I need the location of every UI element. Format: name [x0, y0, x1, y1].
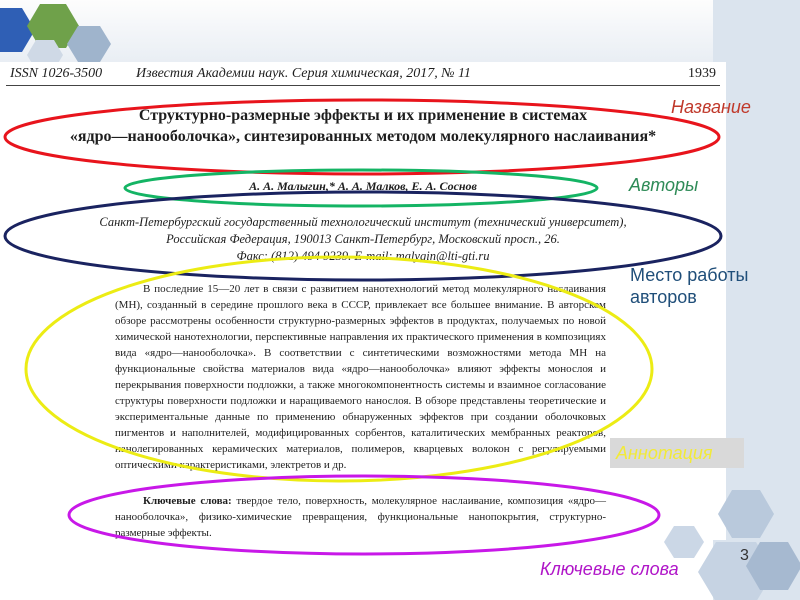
article-affiliation	[30, 214, 696, 265]
header-rule	[6, 85, 720, 86]
article-title	[10, 105, 716, 147]
keywords-label: Ключевые слова:	[143, 495, 232, 507]
label-affiliation: Место работы авторов	[630, 265, 749, 307]
title-line: «ядро—нанооболочка», синтезированных методом молекулярного наслаивания*	[69, 128, 657, 145]
hexagon-decor-bottom-right	[660, 480, 800, 600]
label-abstract: Аннотация	[610, 438, 744, 468]
article-page	[0, 62, 726, 540]
keywords-text: твердое тело, поверхность, молекулярное наслаивание, композиция «ядро—нанооболочка», физико-химические превращения, функциональные нанопокрытия, структурно-размерные эффекты.	[115, 495, 607, 539]
slide-number: 3	[740, 547, 749, 564]
label-title: Название	[671, 97, 751, 117]
article-abstract: В последние 15—20 лет в связи с развитием нанотехнологий метод молекулярного наслаивания (МН), созданный в середине прошлого века в СССР, привлекает все большее внимание. В авторском обзоре рассмотрены особенности структурно-размерных эффектов в продуктах, получаемых по новой химической нанотехнологии, перспективные направления их практического применения в композициях вида «ядро—нанооболочка». В соответствии с синтетическими возможностями метода МН на функциональные свойства материалов вида «ядро—нанооболочка» влияют эффекты монослоя и перекрывания поверхности подложки, а также многокомпонентность системы и взаимное согласование структуры поверхности подложки и наращиваемого нанослоя. В обзоре представлены теоретические и экспериментальные данные по применению обнаруженных эффектов при создании оболочковых пигментов и наполнителей, модифицированных сорбентов, каталитических мембранных реакторов, нанолегированных керамических материалов, полимеров, кварцевых волокон с регулируемыми оптическими характеристиками, электретов и др.	[115, 283, 606, 471]
affiliation-line: Санкт-Петербургский государственный технологический институт (технический университет),	[99, 215, 627, 229]
affiliation-line: Факс: (812) 494 9239. E-mail: malygin@lti-gti.ru	[236, 249, 490, 263]
page-number: 1939	[688, 66, 716, 81]
journal-name: Известия Академии наук. Серия химическая, 2017, № 11	[136, 66, 471, 81]
title-line: Структурно-размерные эффекты и их применение в системах	[138, 107, 588, 124]
affiliation-line: Российская Федерация, 190013 Санкт-Петербург, Московский просп., 26.	[166, 232, 560, 246]
label-authors: Авторы	[629, 175, 699, 195]
issn: ISSN 1026-3500	[10, 66, 103, 81]
article-authors: А. А. Малыгин,* А. А. Малков, Е. А. Соснов	[249, 179, 477, 193]
hexagon-decor-top-left	[0, 0, 120, 64]
label-keywords: Ключевые слова	[540, 559, 679, 579]
article-keywords	[115, 493, 606, 541]
